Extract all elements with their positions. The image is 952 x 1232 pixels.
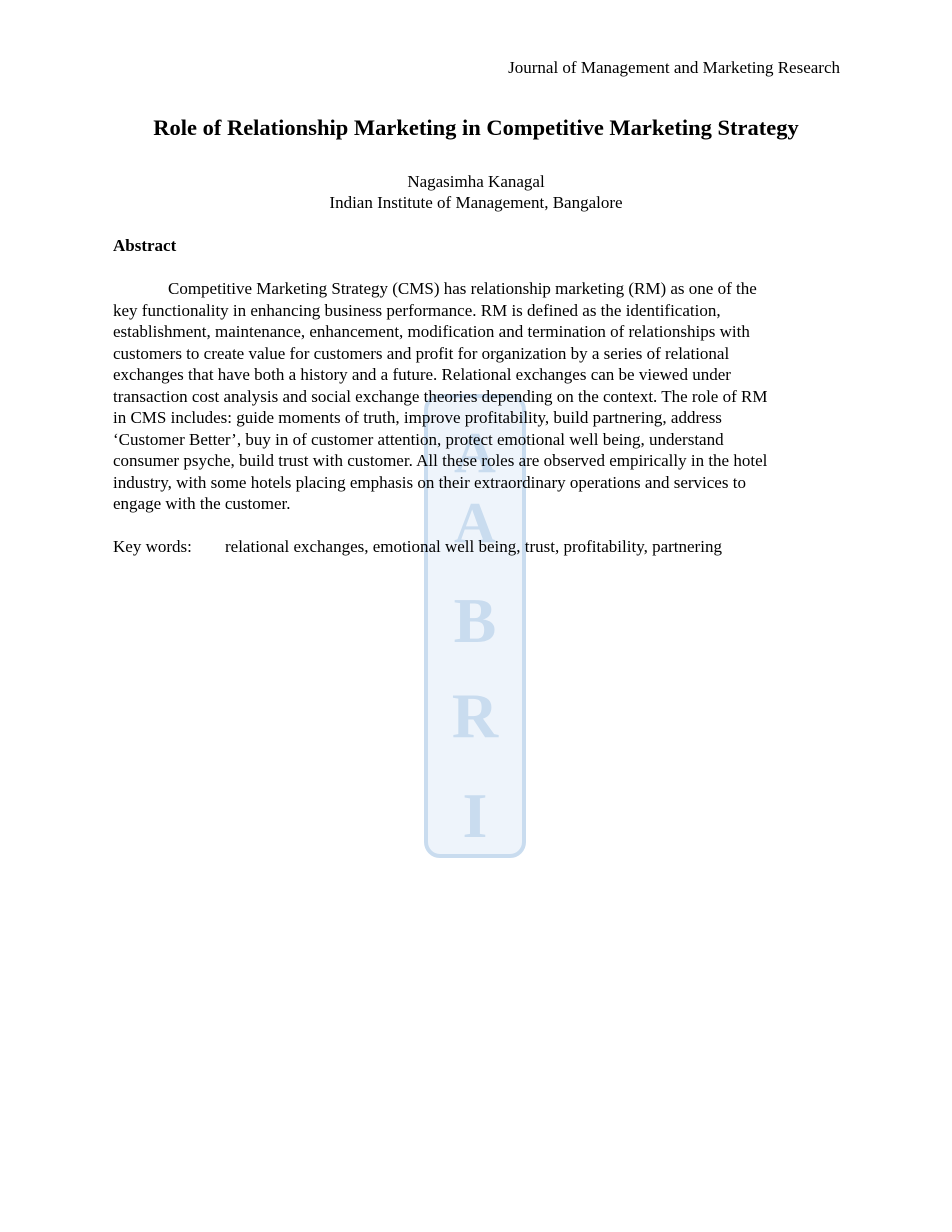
keywords-value: relational exchanges, emotional well being, trust, profitability, partnering (225, 537, 722, 556)
watermark-letter: A (454, 420, 496, 485)
abstract-line: ‘Customer Better’, buy in of customer attention, protect emotional well being, understand (113, 429, 724, 449)
abstract-line: consumer psyche, build trust with customer. All these roles are observed empirically in the hotel (113, 451, 768, 470)
abstract-line: industry, with some hotels placing emphasis on their extraordinary operations and services to (113, 472, 746, 492)
watermark-letter: A (454, 490, 496, 555)
abstract-heading: Abstract (113, 236, 177, 255)
abstract-line: key functionality in enhancing business performance. RM is defined as the identification, (113, 300, 721, 320)
abstract-line: establishment, maintenance, enhancement, modification and termination of relationships with (113, 322, 750, 341)
abstract-line: customers to create value for customers and profit for organization by a series of relational (113, 343, 730, 363)
keywords (113, 536, 722, 557)
journal-name: Journal of Management and Marketing Research (508, 58, 840, 77)
abstract-line: in CMS includes: guide moments of truth, improve profitability, build partnering, address (113, 408, 722, 427)
watermark-letter: R (451, 680, 499, 751)
watermark-letter: B (453, 585, 497, 656)
abstract-line: exchanges that have both a history and a future. Relational exchanges can be viewed under (113, 365, 731, 384)
abstract-body (113, 278, 849, 515)
abstract-line: Competitive Marketing Strategy (CMS) has relationship marketing (RM) as one of the (168, 279, 757, 298)
paper-title: Role of Relationship Marketing in Competitive Marketing Strategy (153, 115, 799, 140)
abstract-line: transaction cost analysis and social exchange theories depending on the context. The role of RM (113, 386, 768, 406)
abstract-line: engage with the customer. (113, 494, 291, 513)
keywords-label: Key words: (113, 537, 192, 556)
author-block (0, 171, 952, 213)
author-affiliation: Indian Institute of Management, Bangalore (329, 193, 623, 212)
author-name: Nagasimha Kanagal (407, 172, 545, 191)
watermark-letter: I (462, 780, 488, 851)
